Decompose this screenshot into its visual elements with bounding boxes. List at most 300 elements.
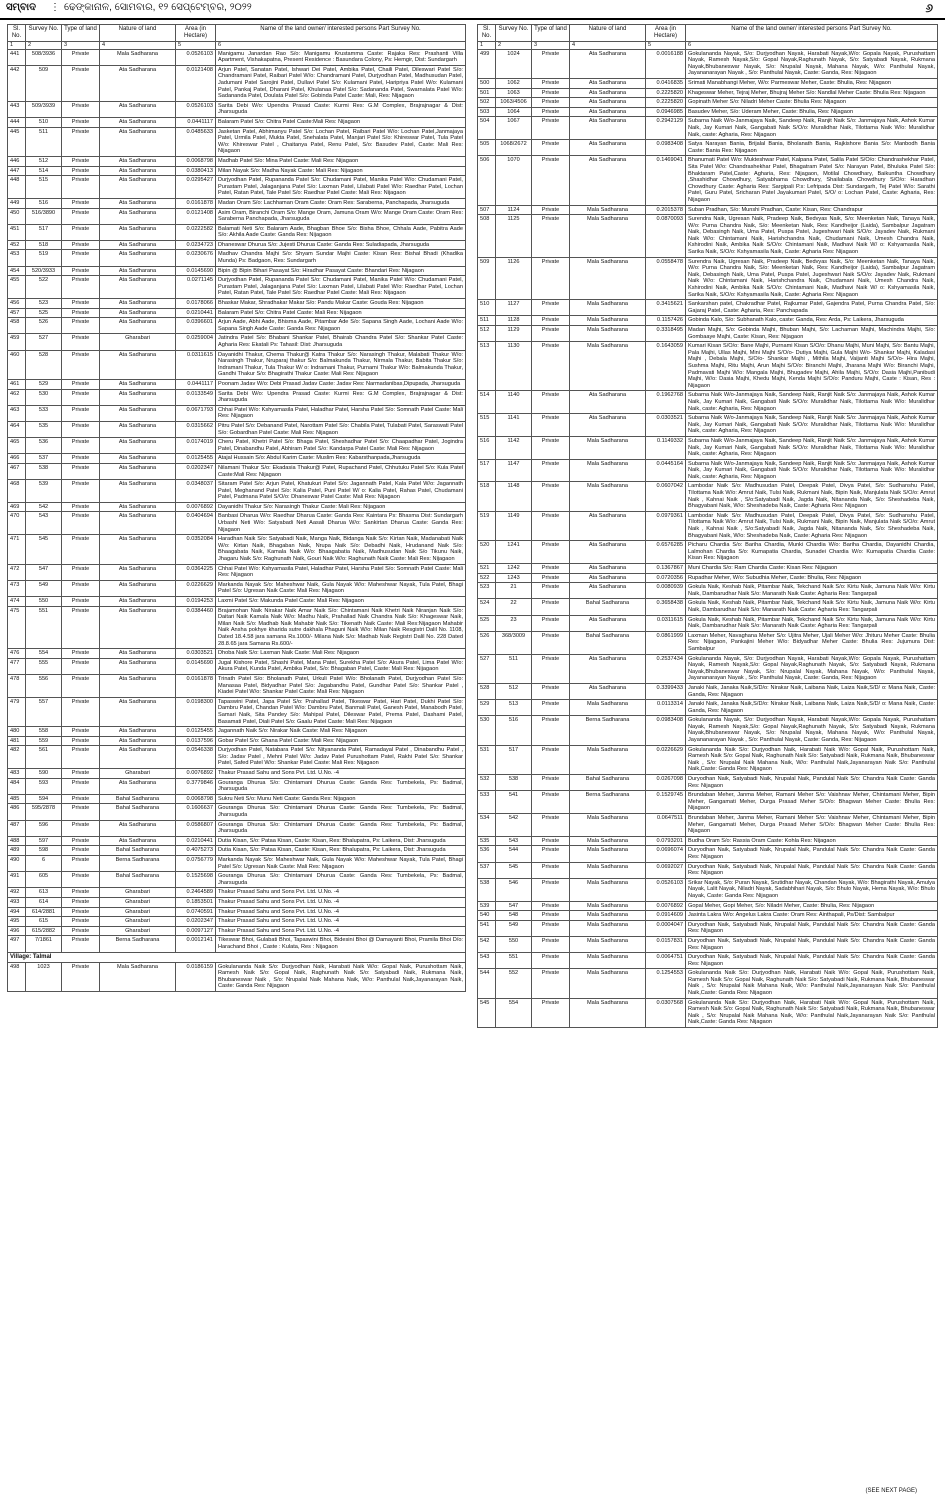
cell-owner: Thakur Prasad Sahu and Sons Pvt. Ltd. U.No. -4 [216, 897, 466, 907]
cell-sl: 452 [8, 240, 26, 250]
cell-area: 0.0133549 [176, 389, 216, 405]
cell-owner: Gobar Patel S/o: Ghana Patel Caste: Mali Res: Nijagaon [216, 736, 466, 746]
table-row [8, 438, 466, 454]
cell-owner: Markanda Nayak S/o: Maheshwar Naik, Gula Nayak W/o: Maheshwar Nayak, Tula Patel, Bhagi Patel S/o: Ugresan Naik Caste: Mali Res: Nijagaon [216, 580, 466, 596]
cell-sl: 444 [8, 117, 26, 127]
cell-type: Private [532, 79, 570, 89]
cell-survey: 554 [26, 649, 62, 659]
cell-area: 0.2225820 [646, 88, 686, 98]
col-number: 4 [570, 42, 646, 49]
cell-area: 0.1525698 [176, 872, 216, 888]
table-row [8, 962, 466, 991]
cell-owner: Trinath Patel S/o: Bholanath Patel, Urkuli Patel W/o: Bholanath Patel, Durjyodhan Patel S/o: Manasaa Patel, Bidyadhar Patel S/o: Jagabandhu Patel, Gundhar Patel S/o: Shankar Patel , Kiadei Patel W/o: Shankar Patel Caste: Mali Res: Nijagaon [216, 674, 466, 697]
cell-type: Private [62, 454, 100, 464]
cell-type: Private [532, 745, 570, 774]
cell-sl: 464 [8, 421, 26, 437]
table-row [8, 769, 466, 779]
cell-survey: 518 [26, 240, 62, 250]
cell-sl: 500 [478, 79, 496, 89]
cell-type: Private [62, 597, 100, 607]
table-row [478, 326, 938, 342]
cell-owner: Chhai Patel W/o: Kshyamasila Patel, Haladhar Patel, Harsha Patel S/o: Somnath Patel Caste: Mali Res: Nijagaon [216, 405, 466, 421]
cell-sl: 448 [8, 176, 26, 199]
header-sl: Sl. No. [478, 25, 496, 42]
cell-nature: Mala Sadharana [570, 215, 646, 258]
table-row [478, 953, 938, 969]
cell-survey: 511 [496, 654, 532, 683]
cell-sl: 454 [8, 266, 26, 276]
cell-owner: Srimati Manabhangi Meher, W/o: Parmeswar Meher, Caste: Bhulia, Res: Nijagaon [686, 79, 938, 89]
cell-survey: 1125 [496, 215, 532, 258]
table-row [8, 334, 466, 350]
cell-owner: Jasinta Lakra W/o: Angelus Lakra Caste: Oram Res: Ainthapali, Ps/Dist: Sambalpur [686, 911, 938, 921]
cell-type: Private [62, 936, 100, 952]
cell-type: Private [62, 127, 100, 156]
cell-type: Private [532, 140, 570, 156]
cell-nature: Ata Sadharana [100, 836, 176, 846]
cell-owner: Balamati Neti S/o: Balaram Aade, Bhagban Bhoe S/o: Bisha Bhoe, Chhala Aade, Pabitra Aade S/o: Akhila Aade Caste: Ganda Res: Nijagaon [216, 224, 466, 240]
cell-nature: Gharabari [100, 334, 176, 350]
cell-type: Private [532, 541, 570, 564]
table-row [8, 727, 466, 737]
cell-nature: Ata Sadharana [100, 649, 176, 659]
cell-owner: Sankarshan patel, Chakradhar Patel, Rajkumar Patel, Gajendra Patel, Purna Chandra Patel, S/o: Gajaraj Patel, Caste: Agharia, Res: Panchapada [686, 300, 938, 316]
cell-sl: 518 [478, 482, 496, 511]
cell-sl: 469 [8, 502, 26, 512]
cell-nature: Ata Sadharana [100, 535, 176, 564]
cell-owner: Balaram Patel S/o: Chitra Patel Caste: Mali Res: Nijagaon [216, 308, 466, 318]
table-row [8, 535, 466, 564]
cell-area: 0.0121408 [176, 208, 216, 224]
cell-area: 0.0348037 [176, 480, 216, 503]
cell-owner: Dutia Kisan, S/o: Pataa Kisan, Caste: Kisan, Res: Bhalupatra, Ps: Laikera, Dist: Jharsuguda [216, 846, 466, 856]
table-row [478, 583, 938, 599]
cell-survey: 519 [26, 250, 62, 266]
cell-survey: 514 [26, 166, 62, 176]
cell-sl: 485 [8, 794, 26, 804]
cell-type: Private [62, 101, 100, 117]
cell-type: Private [62, 962, 100, 991]
cell-owner: Gokula Naik, Keshab Naik, Pitambar Naik, Tekchand Naik S/o: Kirtu Naik, Jamuna Naik W/o: Kirtu Naik, Dambarudhar Naik S/o: Manarath Naik Caste: Agharia Res: Tangarpali [686, 615, 938, 631]
cell-sl: 442 [8, 65, 26, 101]
cell-type: Private [532, 920, 570, 936]
cell-sl: 455 [8, 276, 26, 299]
cell-survey: 549 [496, 920, 532, 936]
cell-owner: Madhav Chandra Majhi S/o: Shyam Sundar Majhi Caste: Kisan Res: Bishal Bhadi (Khadika Munda) Ps: Badgaon, Res: Sundargarh [216, 250, 466, 266]
cell-nature: Ata Sadharana [570, 140, 646, 156]
cell-survey: 595/2878 [26, 804, 62, 820]
cell-type: Private [62, 334, 100, 350]
cell-sl: 533 [478, 791, 496, 814]
cell-nature: Bahal Sadharana [570, 599, 646, 615]
cell-type: Private [62, 564, 100, 580]
table-row [8, 318, 466, 334]
cell-type: Private [532, 700, 570, 716]
cell-survey: 542 [496, 814, 532, 837]
cell-nature: Ata Sadharana [100, 421, 176, 437]
cell-nature: Ata Sadharana [100, 117, 176, 127]
cell-type: Private [532, 716, 570, 745]
table-row [8, 250, 466, 266]
cell-area: 0.1367867 [646, 564, 686, 574]
cell-sl: 478 [8, 674, 26, 697]
cell-sl: 528 [478, 683, 496, 699]
table-row [478, 969, 938, 998]
cell-nature: Mala Sadharana [570, 936, 646, 952]
cell-owner: Gokulananda Nayak, S/o: Durjyodhan Nayak, Harabati Nayak,W/o: Gopala Nayak, Purushattam Nayak, Ramesh Nayak,S/o: Gopal Nayak,Raghunath Nayak, S/o: Satyabadi Nayak, Rukmana Nayak,Bhubaneswar Nayak, S/o: Nrupalal Nayak, Mahana Nayak, W/o: Panthulal Nayak, Jayananarayan Nayak , S/o: Panthulal Nayak, Caste: Ganda, Res: Nijagaon [686, 716, 938, 745]
cell-area: 0.0068798 [176, 794, 216, 804]
table-row [8, 564, 466, 580]
cell-area: 0.0202347 [176, 463, 216, 479]
cell-nature: Ata Sadharana [570, 49, 646, 78]
cell-type: Private [532, 936, 570, 952]
cell-sl: 483 [8, 769, 26, 779]
cell-survey: 548 [496, 911, 532, 921]
cell-type: Private [532, 878, 570, 901]
cell-owner: Gokulananda Naik S/o: Durjyodhan Naik, Harabati Naik W/o: Gopal Naik, Purushottam Naik, Ramesh Naik S/o: Gopal Naik, Raghunath Naik S/o: Satyabadi Naik, Rukmana Naik, Bhubaneswar Naik , S/o: Nrupalal Naik Mahana Naik, W/o: Panthulal Naik,Jayanarayan Naik, Caste: Ganda Res: Nijagaon [216, 962, 466, 991]
cell-owner: Tapaswini Patel, Japa Patel S/o: Prahallad Patel, Tikeswar Patel, Hari Patel, Dukhi Patel S/o: Dambru Patel, Chandan Patel W/o: Dambru Patel, Banmali Patel, Ganesh Patel, Manabodh Patel, Samari Naik, Sita Pandey S/o: Mahipal Patel, Dileswar Patel, Prema Patel, Dashami Patel, Basamati Patel, Diali Patel S/o: Gaalu Patel Caste: Mali Res: Nijagaon [216, 697, 466, 726]
header-survey: Survey No. [496, 25, 532, 42]
cell-type: Private [62, 907, 100, 917]
table-row [478, 459, 938, 482]
cell-sl: 532 [478, 775, 496, 791]
cell-sl: 463 [8, 405, 26, 421]
cell-area: 0.0222582 [176, 224, 216, 240]
cell-area: 0.0946985 [646, 107, 686, 117]
cell-survey: 23 [496, 615, 532, 631]
cell-area: 0.0068798 [176, 156, 216, 166]
cell-owner: Khageswar Meher, Tejraj Meher, Bhujraj Meher S/o: Nandlal Meher Caste: Bhulia Res: Nijagaon [686, 88, 938, 98]
cell-owner: Thakur Prasad Sahu and Sons Pvt. Ltd. U.No. -4 [216, 888, 466, 898]
table-row [478, 316, 938, 326]
cell-owner: Jugal Kishore Patel, Shashi Patel, Mana Patel, Surekha Patel S/o: Akura Patel, Lima Patel W/o: Akura Patel, Kunda Patel, Ambika Patel, S/o: Bhagaban Patel, Caste: Mali Res: Nijagaon [216, 658, 466, 674]
cell-survey: 550 [496, 936, 532, 952]
cell-sl: 489 [8, 846, 26, 856]
cell-nature: Ata Sadharana [100, 746, 176, 769]
cell-sl: 503 [478, 107, 496, 117]
cell-type: Private [62, 535, 100, 564]
cell-survey: 525 [26, 308, 62, 318]
cell-area: 0.1149332 [646, 436, 686, 459]
table-row [8, 208, 466, 224]
table-row [478, 936, 938, 952]
cell-survey: 527 [26, 334, 62, 350]
cell-sl: 498 [8, 962, 26, 991]
cell-owner: Asim Oram, Biranchi Oram S/o: Mange Oram, Jamuna Oram W/o: Mange Oram Caste: Oram Res: Saraberna Panchapada, Jharsuguda [216, 208, 466, 224]
cell-sl: 496 [8, 926, 26, 936]
cell-sl: 501 [478, 88, 496, 98]
cell-nature: Mala Sadharana [570, 998, 646, 1027]
cell-nature: Mala Sadharana [570, 700, 646, 716]
cell-sl: 460 [8, 350, 26, 379]
cell-sl: 522 [478, 573, 496, 583]
table-row [478, 98, 938, 108]
cell-owner: Picharu Chardia S/o: Bariha Chardia, Munki Chardia W/o: Bariha Chardia, Dayanidhi Chardia, Lalmohan Chardia S/o: Kumapatia Chardia, Sunadei Chardia W/o: Kumapatia Chardia Caste: Kisan Res: Nijagaon [686, 541, 938, 564]
cell-owner: Gokulananda Naik S/o: Durjyodhan Naik, Harabati Naik W/o: Gopal Naik, Purushottam Naik, Ramesh Naik S/o: Gopal Naik, Raghunath Naik S/o: Satyabadi Naik, Rukmana Naik, Bhubaneswar Naik , S/o: Nrupalal Naik Mahana Naik, W/o: Panthulal Naik,Jayanarayan Naik S/o: Panthulal Naik,Caste: Ganda Res: Nijagaon [686, 969, 938, 998]
cell-sl: 524 [478, 599, 496, 615]
table-row [8, 276, 466, 299]
cell-nature: Berna Sadharana [100, 856, 176, 872]
cell-owner: Nilamani Thakur S/o: Ekadasia Thakur@ Patel, Rupachand Patel, Chhutuku Patel S/o: Kula Patel Caste:Mali Res: Nijagaon [216, 463, 466, 479]
cell-owner: Thakur Prasad Sahu and Sons Pvt. Ltd. U.No. -4 [216, 917, 466, 927]
cell-sl: 516 [478, 436, 496, 459]
table-row [478, 564, 938, 574]
cell-type: Private [532, 599, 570, 615]
cell-type: Private [532, 564, 570, 574]
cell-survey: 614/2881 [26, 907, 62, 917]
cell-nature: Gharabari [100, 769, 176, 779]
see-next-page-note: (SEE NEXT PAGE) [865, 1488, 917, 1494]
cell-sl: 517 [478, 459, 496, 482]
cell-type: Private [532, 117, 570, 140]
cell-nature: Gharabari [100, 907, 176, 917]
cell-type: Private [62, 421, 100, 437]
table-row [478, 79, 938, 89]
cell-type: Private [532, 583, 570, 599]
table-row [8, 166, 466, 176]
cell-survey: 550 [26, 597, 62, 607]
cell-sl: 530 [478, 716, 496, 745]
right-column [477, 24, 938, 1486]
cell-nature: Gharabari [100, 897, 176, 907]
cell-sl: 479 [8, 697, 26, 726]
cell-nature: Mala Sadharana [570, 300, 646, 316]
cell-sl: 531 [478, 745, 496, 774]
cell-survey: 529 [26, 379, 62, 389]
cell-owner: Dayanidhi Thakur, Chema Thakur@ Katra Thakur S/o: Narasingh Thakur, Malabati Thakur W/o: Narasingh Thakur, Nruparaj thakur S/o: Balmakunda Thakur, Nirmala Thakur, Babita Thakur S/o: Indramani Thakur, Tula Thakur W/ o: Indramani Thakur, Purnami Thakur W/o: Balmakunda Thakur, Gandhi Thakur S/o: Bhagirathi Thakur Caste: Mali Res: Nijagaon [216, 350, 466, 379]
cell-area: 0.0064751 [646, 953, 686, 969]
cell-area: 0.0396601 [176, 318, 216, 334]
cell-survey: 544 [496, 846, 532, 862]
cell-owner: Manigamu Janardan Rao S/o: Manigamu Krustamma Caste: Rajaka Res: Prashanti Villa Apartment, Vishakapatna, Present Residence : Basundara Colony, Ps: Hemgir, Dist: Sundargarh [216, 49, 466, 65]
table-row [478, 88, 938, 98]
cell-sl: 495 [8, 917, 26, 927]
cell-area: 0.2464589 [176, 888, 216, 898]
cell-owner: Brundaban Meher, Janma Meher, Ramani Meher S/o: Vaishnav Meher, Chintamani Meher, Bipin Meher, Gangamati Meher, Durga Prasad Meher S/O/o: Bhagwan Meher Caste: Bhulia Res: Nijagaon [686, 791, 938, 814]
cell-type: Private [62, 266, 100, 276]
cell-owner: Banbasi Dharua W/o: Raedhar Dharua Caste: Ganda Res: Kaintara Ps: Bhasma Dist: Sundargarh Urbashi Neti W/o: Satyabadi Neti Aasali Dharua W/o: Sankirtan Dharua Caste: Ganda Res: Nijagaon [216, 512, 466, 535]
cell-owner: Surendra Naik, Ugresan Naik, Pradeep Naik, Bedvyas Naik, S/o: Meenketan Naik, Tanaya Naik, W/o: Purna Chandra Naik, S/o: Meenketan Naik, Res: Kandheijor (Laida), Sambalpur Jagatram Naik, Debasingh Naik, Uma Patel, Puspa Patel, Jugeshwari Naik S/O/o: Jayadev Naik, Rukmani Naik W/o: Chintamani Naik, Harishchandra Naik, Chudamani Naik, Umesh Chandra Naik, Kshirodini Naik, Ambika Naik S/O/o: Chintamani Naik, Madhavi Naik W/ o: Kshyamasila Naik, Sarika Naik, S/O/o: Kshyamasila Naik, Caste: Agharia Res: Nijagaon [686, 215, 938, 258]
cell-survey: 557 [26, 697, 62, 726]
cell-survey: 555 [26, 658, 62, 674]
table-row [478, 342, 938, 391]
cell-sl: 451 [8, 224, 26, 240]
cell-type: Private [62, 746, 100, 769]
cell-sl: 515 [478, 414, 496, 437]
cell-area: 0.0076892 [646, 901, 686, 911]
cell-nature: Mala Sadharana [570, 814, 646, 837]
cell-owner: Subarna Naik W/o-Janmajaya Naik, Sandeep Naik, Ranjit Naik S/o: Janmajaya Naik, Ashok Kumar Naik, Jay Kumari Naik, Gangabati Naik S/O/o: Muralidhar Naik, Tilottama Naik W/o: Muralidhar Naik, caste: Agharia, Res: Nijagaon [686, 391, 938, 414]
cell-survey: 517 [26, 224, 62, 240]
cell-area: 0.0546338 [176, 746, 216, 769]
header-survey: Survey No. [26, 25, 62, 42]
cell-type: Private [532, 482, 570, 511]
cell-type: Private [62, 917, 100, 927]
table-row [8, 117, 466, 127]
cell-owner: Arjun Patel, Sanatan Patel, Ishwari Dei Patel, Ambika Patel, Chaili Patel, Dileswari Patel S/o: Chandramani Patel, Raibari Patel W/o: Chandramani Patel, Durjyodhan Patel, Madhusudan Patel, Jadumani Patel Sarojini Patel, Dullavi Patel S/o: Kulamani Patel, Haripriya Patel W/o: Kulamani Patel, Pankaj Patel, Dharani Patel, Khulanaa Patel S/o: Sadananda Patel, Swarnalata Patel W/o: Sadananda Patel, Doulata Patel S/o: Gobinda Patel Caste: Mali, Res: Nijagaon [216, 65, 466, 101]
cell-owner: Duryodhan Naik, Satyabadi Naik, Nrupalal Naik, Pandulal Naik S/o: Chandra Naik Caste: Ganda Res: Nijagaon [686, 862, 938, 878]
cell-survey: 513 [496, 700, 532, 716]
cell-survey: 535 [26, 421, 62, 437]
cell-sl: 509 [478, 257, 496, 300]
cell-type: Private [62, 117, 100, 127]
cell-owner: Bhanumati Patel W/o: Mukteshwar Patel, Kalpana Patel, Salila Patel S/O/o: Chandrashekhar Patel, Sita Patel W/o: Chandrashekhar Patel, Bhagatram Patel S/o: Narayan Patel, Bhuluka Patel S/o: Bhaktaram Patel,Caste: Agharia, Res: Nijagaon, Motilal Chowdhary, Baikuntha Chowdhary ,Shashidhar Chowdhury, Satyabhama Chowdhury, Shailabala Chowdhury S/O/o: Haradhan Chowdhury Caste: Agharia Res: Sargipali P.s: Lefripada Dist: Sundargarh, Tej Patel W/o: Sarathi Patel, Guru Patel, Sricharan Patel Jayakumari Patel, S/O/ o: Lochan Patel, Caste: Agharia, Res: Nijagaon [686, 156, 938, 205]
cell-type: Private [62, 778, 100, 794]
table-row [478, 414, 938, 437]
cell-area: 0.2942129 [646, 117, 686, 140]
table-row [478, 156, 938, 205]
cell-sl: 514 [478, 391, 496, 414]
cell-sl: 449 [8, 198, 26, 208]
cell-area: 0.0226629 [646, 745, 686, 774]
cell-survey: 1241 [496, 541, 532, 564]
cell-survey: 538 [496, 775, 532, 791]
cell-area: 0.0870093 [646, 215, 686, 258]
cell-sl: 504 [478, 117, 496, 140]
cell-nature: Ata Sadharana [100, 736, 176, 746]
cell-survey: 542 [26, 502, 62, 512]
cell-area: 0.0267098 [646, 775, 686, 791]
cell-nature: Ata Sadharana [570, 88, 646, 98]
cell-nature: Ata Sadharana [100, 502, 176, 512]
cell-owner: Janaki Naik, Janaka Naik,S/D/o: Nirakar Naik, Laibana Naik, Laiza Naik,S/D/ o: Mana Naik, Caste: Ganda, Res: Nijagaon [686, 683, 938, 699]
cell-sl: 538 [478, 878, 496, 901]
cell-area: 0.0234723 [176, 240, 216, 250]
cell-area: 0.0311615 [176, 350, 216, 379]
table-row [478, 920, 938, 936]
cell-nature: Ata Sadharana [100, 379, 176, 389]
cell-area: 0.0364225 [176, 564, 216, 580]
header-type: Type of land [532, 25, 570, 42]
land-table-right [477, 24, 938, 1028]
cell-sl: 512 [478, 326, 496, 342]
cell-owner: Muni Chardia S/o: Ram Chardia Caste: Kisan Res: Nijagaon [686, 564, 938, 574]
cell-type: Private [62, 156, 100, 166]
cell-owner: Haradhan Naik S/o: Satyabadi Naik, Manga Naik, Bidanga Naik S/o: Kirtan Naik, Madanabati Naik W/o: Kirtan Naik, Bhagaban Naik, Nrupa Naik S/o: Debadhi Naik, Hrudanand Naik S/o: Bhaagabata Naik, Kamala Naik W/o: Bhaagabatia Naik, Madhusudan Naik S/o Tikunu Naik, Jhagaru Naik S/o: Raghunath Naik, Gouri Naik W/o: Raghunath Naik Caste: Mali Res: Nijagaon [216, 535, 466, 564]
cell-type: Private [532, 342, 570, 391]
cell-nature: Ata Sadharana [570, 564, 646, 574]
cell-owner: Gopinath Meher S/o: Niladri Meher Caste: Bhulia Res: Nijagaon [686, 98, 938, 108]
cell-survey: 551 [496, 953, 532, 969]
cell-nature: Mala Sadharana [570, 436, 646, 459]
table-row [8, 649, 466, 659]
cell-sl: 536 [478, 846, 496, 862]
cell-area: 0.0307568 [646, 998, 686, 1027]
cell-survey: 547 [496, 901, 532, 911]
cell-area: 0.2015378 [646, 205, 686, 215]
cell-nature: Ata Sadharana [100, 276, 176, 299]
cell-type: Private [532, 88, 570, 98]
cell-nature: Mala Sadharana [570, 901, 646, 911]
cell-survey: 516/3890 [26, 208, 62, 224]
cell-type: Private [62, 606, 100, 649]
cell-owner: Satya Narayan Bania, Brijalal Bania, Bholanath Bania, Rajkishore Bania S/o: Manbodh Bania Caste: Bania Res: Nijagaon [686, 140, 938, 156]
table-row [8, 502, 466, 512]
cell-type: Private [62, 836, 100, 846]
cell-area: 0.0076892 [176, 769, 216, 779]
cell-owner: Gopal Meher, Gopi Meher, S/o: Niladri Meher, Caste: Bhulia, Res: Nijagaon [686, 901, 938, 911]
cell-area: 0.3658438 [646, 599, 686, 615]
cell-area: 0.0671793 [176, 405, 216, 421]
cell-area: 0.0145690 [176, 658, 216, 674]
cell-area: 0.0303521 [646, 414, 686, 437]
table-row [478, 631, 938, 654]
cell-sl: 502 [478, 98, 496, 108]
cell-owner: Atajal Hussain S/o: Abdul Karim Caste: Muslim Res: Kabarsthanpada,Jharsuguda [216, 454, 466, 464]
cell-survey: 1070 [496, 156, 532, 205]
cell-type: Private [62, 198, 100, 208]
cell-area: 0.3415621 [646, 300, 686, 316]
cell-area: 0.0979361 [646, 511, 686, 540]
cell-type: Private [62, 350, 100, 379]
cell-owner: Thakur Prasad Sahu and Sons Pvt. Ltd. U.No. -4 [216, 769, 466, 779]
cell-type: Private [532, 573, 570, 583]
cell-nature: Bahal Sadharana [100, 846, 176, 856]
cell-survey: 21 [496, 583, 532, 599]
cell-nature: Ata Sadharana [100, 405, 176, 421]
cell-survey: 522 [26, 276, 62, 299]
cell-nature: Ata Sadharana [570, 117, 646, 140]
cell-survey: 561 [26, 746, 62, 769]
header-sl: Sl. No. [8, 25, 26, 42]
cell-sl: 539 [478, 901, 496, 911]
cell-area: 0.0526103 [176, 101, 216, 117]
cell-area: 0.0186159 [176, 962, 216, 991]
cell-sl: 527 [478, 654, 496, 683]
cell-area: 0.3318495 [646, 326, 686, 342]
cell-type: Private [62, 658, 100, 674]
cell-survey: 509/3939 [26, 101, 62, 117]
cell-type: Private [62, 872, 100, 888]
cell-nature: Ata Sadharana [100, 597, 176, 607]
header-separator: ⋮ [50, 2, 60, 13]
table-row [8, 198, 466, 208]
cell-nature: Berna Sadharana [100, 936, 176, 952]
cell-sl: 471 [8, 535, 26, 564]
cell-owner: Duryodhan Naik, Satyabadi Naik, Nrupalal Naik, Pandulal Naik S/o: Chandra Naik Caste: Ganda Res: Nijagaon [686, 920, 938, 936]
table-row [8, 856, 466, 872]
cell-sl: 467 [8, 463, 26, 479]
cell-sl: 543 [478, 953, 496, 969]
cell-type: Private [532, 49, 570, 78]
cell-survey: 539 [26, 480, 62, 503]
left-column [7, 24, 466, 1486]
cell-nature: Bahal Sadharana [100, 872, 176, 888]
cell-type: Private [532, 791, 570, 814]
table-row [478, 140, 938, 156]
cell-area: 0.0295427 [176, 176, 216, 199]
cell-type: Private [532, 156, 570, 205]
cell-nature: Mala Sadharana [570, 969, 646, 998]
cell-nature: Ata Sadharana [100, 463, 176, 479]
cell-survey: 546 [496, 878, 532, 901]
cell-survey: 1127 [496, 300, 532, 316]
cell-type: Private [62, 736, 100, 746]
cell-owner: Subarna Naik W/o-Janmajaya Naik, Sandeep Naik, Ranjit Naik S/o: Janmajaya Naik, Ashok Kumar Naik, Jay Kumari Naik, Gangabati Naik S/O/o: Muralidhar Naik, Tilottama Naik W/o: Muralidhar Naik, caste: Agharia, Res: Nijagaon [686, 117, 938, 140]
cell-survey: 549 [26, 580, 62, 596]
cell-nature: Mala Sadharana [570, 326, 646, 342]
header-owner: Name of the land owner/ interested persons Part Survey No. [216, 25, 466, 42]
column-number-row [8, 42, 466, 49]
cell-owner: Laxmi Patel S/o: Makunda Patel Caste: Mali Res: Nijagaon [216, 597, 466, 607]
cell-survey: 545 [496, 862, 532, 878]
cell-area: 0.0441117 [176, 117, 216, 127]
cell-sl: 542 [478, 936, 496, 952]
cell-sl: 537 [478, 862, 496, 878]
cell-nature: Ata Sadharana [100, 127, 176, 156]
cell-nature: Mala Sadharana [570, 342, 646, 391]
cell-nature: Ata Sadharana [100, 658, 176, 674]
